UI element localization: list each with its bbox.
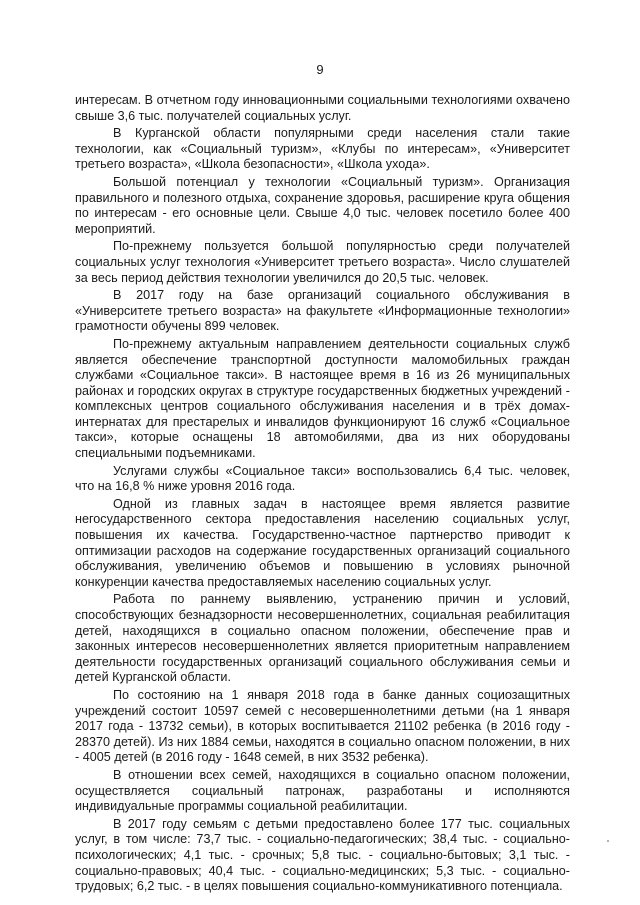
paragraph-10: По состоянию на 1 января 2018 года в банке данных социозащитных учреждений состоит 10597 семей с несовершеннолетними детьми (на 1 января 2017 года - 13732 семьи), в которых воспитывается 21102 ребенка (в 2016 году - 28370 детей). Из них 1884 семьи, находятся в социально опасном положении, в них - 4005 детей (в 2016 году - 1648 семей, в них 3532 ребенка). xyxy=(75,687,570,765)
paragraph-5: В 2017 году на базе организаций социального обслуживания в «Университете третьего возраста» на факультете «Информационные технологии» грамотности обучены 899 человек. xyxy=(75,288,570,334)
paragraph-3: Большой потенциал у технологии «Социальный туризм». Организация правильного и полезного отдыха, сохранение здоровья, расширение круга общения по интересам - его основные цели. Свыше 4,0 тыс. человек посетило более 400 мероприятий. xyxy=(75,174,570,236)
paragraph-1: интересам. В отчетном году инновационными социальными технологиями охвачено свыше 3,6 тыс. получателей социальных услуг. xyxy=(75,93,570,123)
paragraph-2: В Курганской области популярными среди населения стали такие технологии, как «Социальный туризм», «Клубы по интересам», «Университет третьего возраста», «Школа безопасности», «Школа ухода». xyxy=(75,126,570,172)
paragraph-11: В отношении всех семей, находящихся в социально опасном положении, осуществляется социальный патронаж, разработаны и исполняются индивидуальные программы социальной реабилитации. xyxy=(75,767,570,814)
body-text xyxy=(75,93,570,897)
paragraph-12: В 2017 году семьям с детьми предоставлено более 177 тыс. социальных услуг, в том числе: 73,7 тыс. - социально-педагогических; 38,4 тыс. - социально-психологических; 4,1 тыс. - срочных; 5,8 тыс. - социально-бытовых; 3,1 тыс. - социально-правовых; 40,4 тыс. - социально-медицинских; 5,3 тыс. - социально-трудовых; 6,2 тыс. - в целях повышения социально-коммуникативного потенциала. xyxy=(75,816,570,894)
paragraph-9: Работа по раннему выявлению, устранению причин и условий, способствующих безнадзорности несовершеннолетних, социальная реабилитация детей, находящихся в социально опасном положении, обеспечение прав и законных интересов несовершеннолетних является приоритетным направлением деятельности государственных организаций социального обслуживания семьи и детей Курганской области. xyxy=(75,592,570,685)
page-number: 9 xyxy=(316,62,324,77)
paragraph-8: Одной из главных задач в настоящее время является развитие негосударственного сектора предоставления населению социальных услуг, повышения их качества. Государственно-частное партнерство приводит к оптимизации расходов на содержание государственных организаций социального обслуживания, увеличению объемов и повышению в условиях рыночной конкуренции качества предоставляемых населению социальных услуг. xyxy=(75,496,570,589)
scan-speck xyxy=(607,840,609,842)
paragraph-4: По-прежнему пользуется большой популярностью среди получателей социальных услуг технология «Университет третьего возраста». Число слушателей за весь период действия технологии увеличился до 20,5 тыс. человек. xyxy=(75,239,570,285)
paragraph-6: По-прежнему актуальным направлением деятельности социальных служб является обеспечение транспортной доступности маломобильных граждан службами «Социальное такси». В настоящее время в 16 из 26 муниципальных районах и городских округах в структуре государственных бюджетных учреждений - комплексных центров социального обслуживания населения и в трёх домах-интернатах для престарелых и инвалидов функционируют 16 служб «Социальное такси», которые оснащены 18 автомобилями, два из них оборудованы специальными подъемниками. xyxy=(75,336,570,461)
paragraph-7: Услугами службы «Социальное такси» воспользовались 6,4 тыс. человек, что на 16,8 % ниже уровня 2016 года. xyxy=(75,463,570,494)
